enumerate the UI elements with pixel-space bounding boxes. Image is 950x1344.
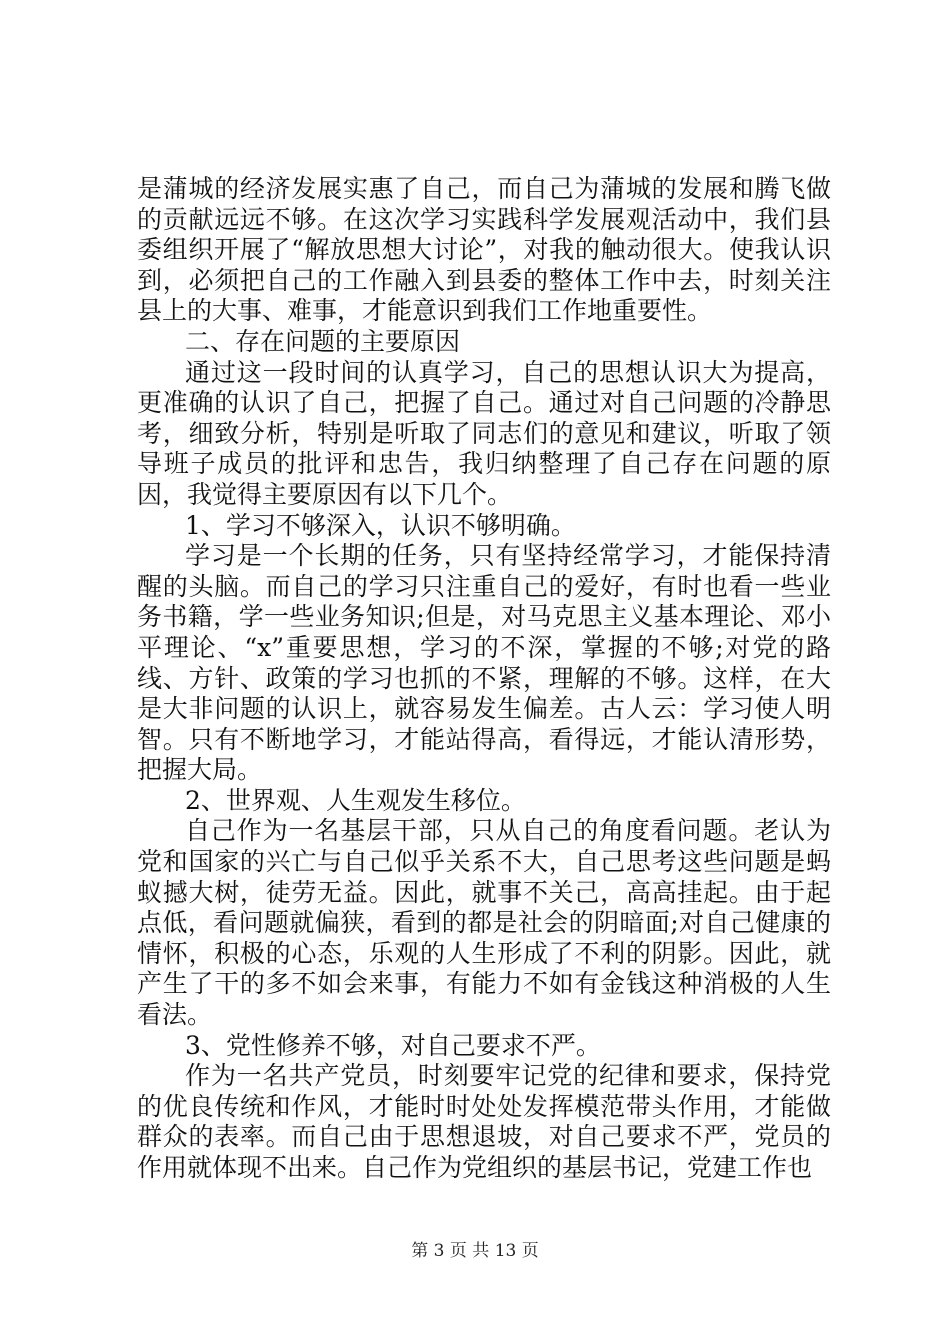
subheading-2: 2、世界观、人生观发生移位。 [185, 785, 526, 815]
paragraph-continuation: 是蒲城的经济发展实惠了自己，而自己为蒲城的发展和腾飞做的贡献远远不够。在这次学习实践科学发展观活动中，我们县委组织开展了“解放思想大讨论”，对我的触动很大。使我认识到，必须把自己的工作融入到县委的整体工作中去，时刻关注县上的大事、难事，才能意识到我们工作地重要性。 [137, 174, 831, 326]
paragraph-causes-intro: 通过这一段时间的认真学习，自己的思想认识大为提高，更准确的认识了自己，把握了自己。通过对自己问题的冷静思考，细致分析，特别是听取了同志们的意见和建议，听取了领导班子成员的批评和忠告，我归纳整理了自己存在问题的原因，我觉得主要原因有以下几个。 [137, 357, 831, 509]
paragraph-3: 作为一名共产党员，时刻要牢记党的纪律和要求，保持党的优良传统和作风，才能时时处处发挥模范带头作用，才能做群众的表率。而自己由于思想退坡，对自己要求不严，党员的作用就体现不出来。自己作为党组织的基层书记，党建工作也 [137, 1061, 831, 1182]
paragraph-2: 自己作为一名基层干部，只从自己的角度看问题。老认为党和国家的兴亡与自己似乎关系不大，自己思考这些问题是蚂蚁撼大树，徒劳无益。因此，就事不关己，高高挂起。由于起点低，看问题就偏狭，看到的都是社会的阴暗面;对自己健康的情怀，积极的心态，乐观的人生形成了不利的阴影。因此，就产生了干的多不如会来事，有能力不如有金钱这种消极的人生看法。 [137, 816, 831, 1030]
section-heading-causes: 二、存在问题的主要原因 [185, 326, 461, 356]
subheading-3: 3、党性修养不够，对自己要求不严。 [185, 1030, 601, 1060]
page-footer: 第 3 页 共 13 页 [411, 1241, 539, 1261]
subheading-1: 1、学习不够深入，认识不够明确。 [185, 510, 576, 540]
paragraph-1: 学习是一个长期的任务，只有坚持经常学习，才能保持清醒的头脑。而自己的学习只注重自己的爱好，有时也看一些业务书籍，学一些业务知识;但是，对马克思主义基本理论、邓小平理论、“x”重要思想，学习的不深，掌握的不够;对党的路线、方针、政策的学习也抓的不紧，理解的不够。这样，在大是大非问题的认识上，就容易发生偏差。古人云：学习使人明智。只有不断地学习，才能站得高，看得远，才能认清形势，把握大局。 [137, 541, 831, 785]
document-body [137, 174, 831, 1184]
